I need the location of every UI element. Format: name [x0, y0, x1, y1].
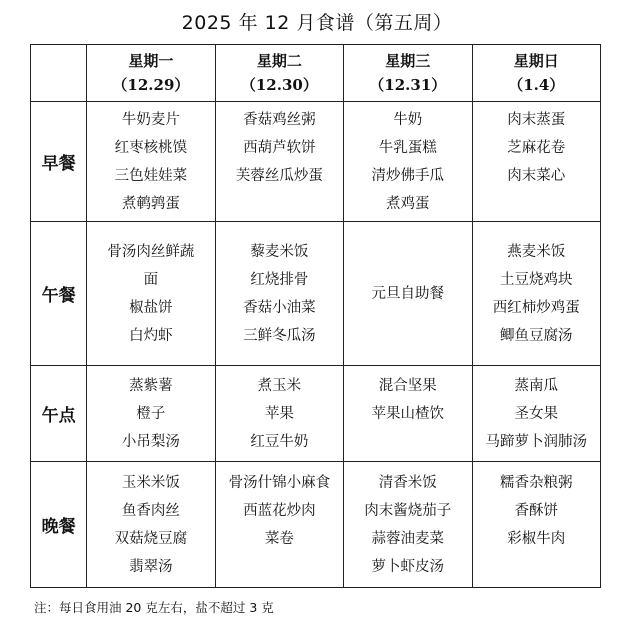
day-header-monday — [87, 45, 215, 102]
menu-cell — [87, 222, 215, 366]
day-header-sunday — [472, 45, 601, 102]
dish-item: 红豆牛奶 — [250, 433, 309, 450]
dish-item: 清炒佛手瓜 — [371, 167, 445, 184]
menu-cell — [215, 102, 343, 222]
dish-item: 混合坚果 — [378, 377, 437, 394]
dish-item: 煮玉米 — [257, 377, 302, 394]
menu-cell — [215, 462, 343, 588]
lunch-row — [31, 222, 601, 366]
dish-item: 香菇小油菜 — [243, 299, 316, 316]
day-name: 星期一 — [128, 52, 174, 70]
meal-label-snack: 午点 — [31, 366, 87, 462]
dish-item: 马蹄萝卜润肺汤 — [485, 433, 587, 450]
dish-item: 面 — [143, 271, 159, 288]
menu-cell — [87, 366, 215, 462]
dish-item: 鲫鱼豆腐汤 — [500, 327, 573, 344]
menu-cell — [215, 222, 343, 366]
dish-item: 土豆烧鸡块 — [500, 271, 573, 288]
dish-item: 牛奶麦片 — [121, 111, 180, 128]
menu-cell — [472, 366, 601, 462]
dish-item: 糯香杂粮粥 — [500, 474, 573, 491]
dish-item: 鱼香肉丝 — [121, 502, 180, 519]
dish-item: 肉末菜心 — [507, 167, 566, 184]
footnote: 注：每日食用油 20 克左右，盐不超过 3 克 — [34, 600, 274, 615]
day-header-tuesday — [215, 45, 343, 102]
dish-item: 椒盐饼 — [129, 299, 173, 316]
dish-item: 西葫芦软饼 — [243, 139, 316, 156]
day-date: （12.30） — [240, 76, 318, 94]
dish-item: 橙子 — [136, 405, 166, 422]
dish-item — [216, 190, 343, 218]
menu-cell — [344, 222, 472, 366]
menu-cell — [472, 222, 601, 366]
breakfast-row — [31, 102, 601, 222]
dish-item: 肉末蒸蛋 — [507, 111, 566, 128]
dish-item: 苹果 — [264, 405, 294, 422]
page-title: 2025 年 12 月食谱（第五周） — [181, 12, 453, 34]
menu-cell — [344, 366, 472, 462]
dish-item: 蒜蓉油麦菜 — [371, 530, 445, 547]
dish-item: 三色娃娃菜 — [114, 167, 188, 184]
dish-item — [473, 553, 601, 581]
dish-item: 苹果山楂饮 — [371, 405, 445, 422]
dish-item: 玉米米饭 — [121, 474, 180, 491]
dish-item — [216, 553, 343, 581]
dish-item: 小吊梨汤 — [121, 433, 180, 450]
dish-item: 芝麻花卷 — [507, 139, 566, 156]
dish-item: 红烧排骨 — [250, 271, 309, 288]
day-date: （1.4） — [508, 76, 565, 94]
dish-item: 白灼虾 — [129, 327, 173, 344]
dish-item — [473, 190, 601, 218]
dish-item: 西蓝花炒肉 — [243, 502, 316, 519]
menu-cell — [472, 102, 601, 222]
dish-item — [344, 428, 471, 456]
dish-item: 牛奶 — [393, 111, 423, 128]
day-name: 星期日 — [513, 52, 559, 70]
dish-item: 牛乳蛋糕 — [378, 139, 437, 156]
menu-cell — [215, 366, 343, 462]
dish-item: 清香米饭 — [378, 474, 437, 491]
day-header-wednesday — [344, 45, 472, 102]
snack-row — [31, 366, 601, 462]
dish-item: 燕麦米饭 — [507, 243, 566, 260]
dish-item: 萝卜虾皮汤 — [371, 558, 445, 575]
menu-table — [30, 44, 601, 588]
meal-label-dinner: 晚餐 — [31, 462, 87, 588]
dish-item: 香酥饼 — [514, 502, 558, 519]
day-name: 星期二 — [256, 52, 302, 70]
dish-item: 煮鹌鹑蛋 — [121, 195, 180, 212]
menu-cell — [344, 462, 472, 588]
dish-item: 骨汤什锦小麻食 — [228, 474, 331, 491]
dish-item: 西红柿炒鸡蛋 — [492, 299, 580, 316]
menu-cell — [344, 102, 472, 222]
day-date: （12.29） — [112, 76, 190, 94]
dish-item: 肉末酱烧茄子 — [364, 502, 452, 519]
dish-item: 元旦自助餐 — [371, 285, 445, 302]
dish-item: 骨汤肉丝鲜蔬 — [107, 243, 195, 260]
dish-item: 香菇鸡丝粥 — [243, 111, 316, 128]
dish-item: 蒸南瓜 — [514, 377, 558, 394]
meal-label-breakfast: 早餐 — [31, 102, 87, 222]
day-name: 星期三 — [385, 52, 431, 70]
dish-item: 芙蓉丝瓜炒蛋 — [235, 167, 323, 184]
dish-item: 煮鸡蛋 — [386, 195, 430, 212]
dish-item: 藜麦米饭 — [250, 243, 309, 260]
dish-item: 菜卷 — [264, 530, 294, 547]
dish-item: 蒸紫薯 — [129, 377, 173, 394]
meal-label-lunch: 午餐 — [31, 222, 87, 366]
dish-item: 彩椒牛肉 — [507, 530, 566, 547]
corner-cell — [31, 45, 87, 102]
dish-item: 圣女果 — [514, 405, 558, 422]
menu-cell — [87, 102, 215, 222]
dinner-row — [31, 462, 601, 588]
dish-item: 三鲜冬瓜汤 — [243, 327, 316, 344]
dish-item: 红枣核桃馍 — [114, 139, 188, 156]
menu-cell — [87, 462, 215, 588]
dish-item: 翡翠汤 — [129, 558, 173, 575]
dish-item: 双菇烧豆腐 — [114, 530, 188, 547]
menu-cell — [472, 462, 601, 588]
header-row — [31, 45, 601, 102]
day-date: （12.31） — [369, 76, 447, 94]
